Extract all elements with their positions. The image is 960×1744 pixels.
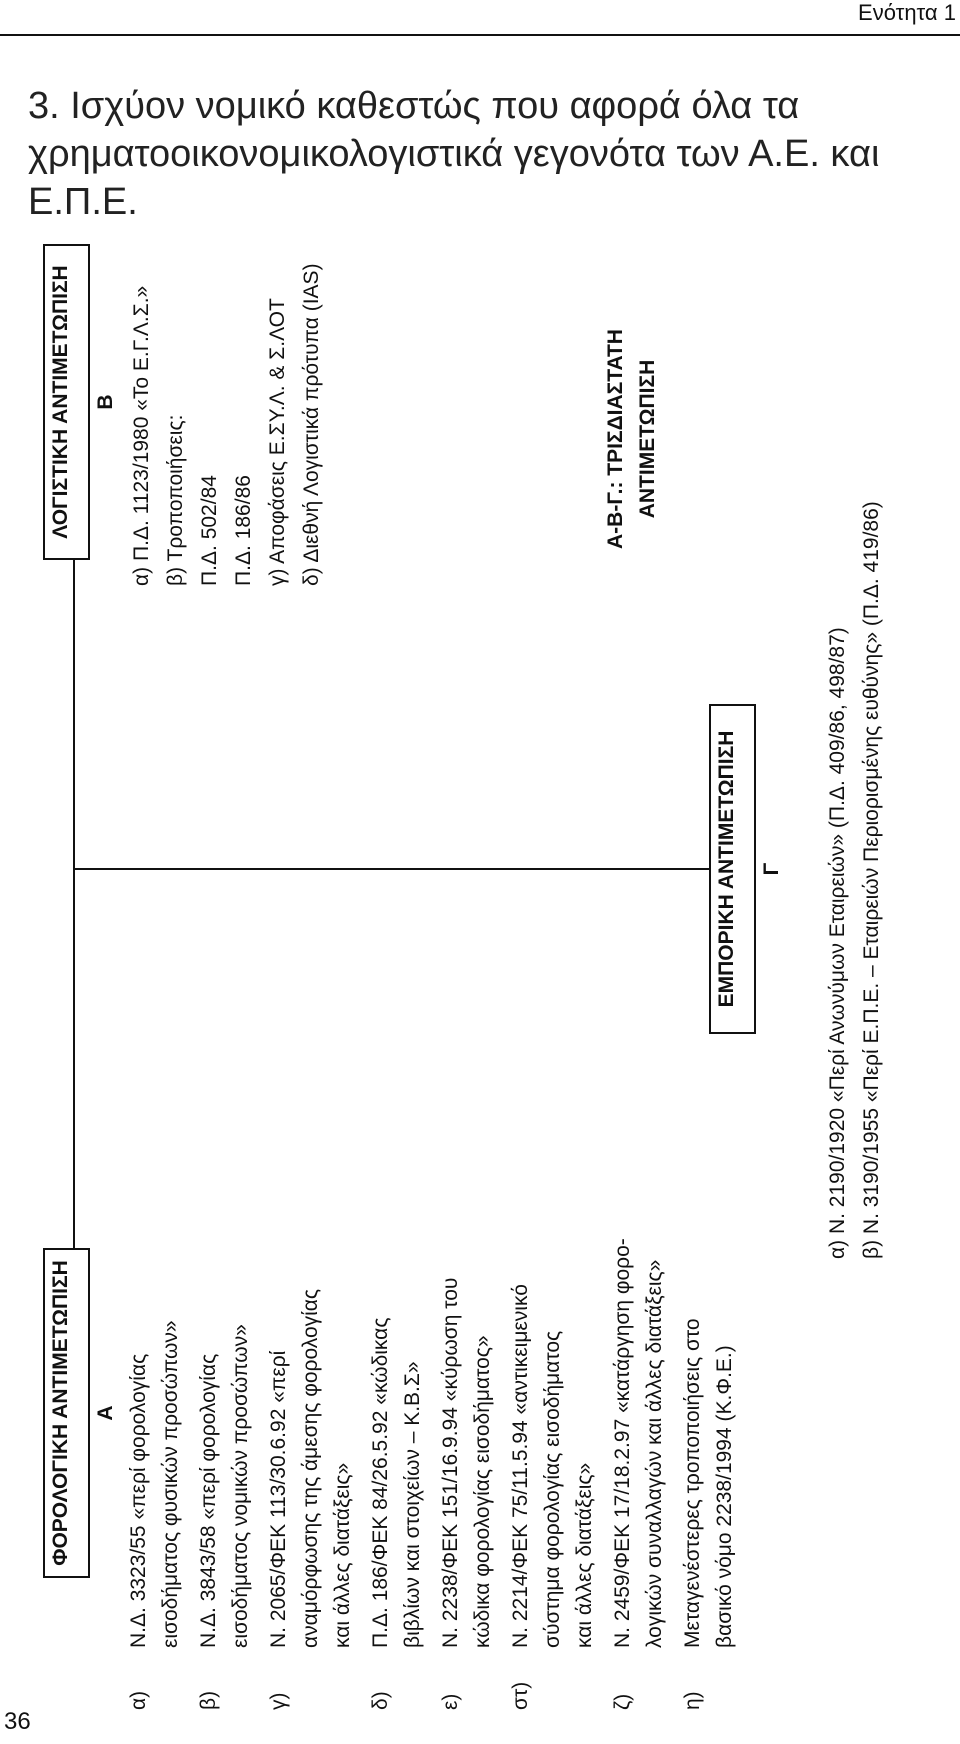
box-fiscal-title: ΦΟΡΟΛΟΓΙΚΗ ΑΝΤΙΜΕΤΩΠΙΣΗ [49,1260,72,1566]
connector-c [73,868,709,870]
box-fiscal-letter: Α [94,1405,117,1421]
box-accounting-title: ΛΟΓΙΣΤΙΚΗ ΑΝΤΙΜΕΤΩΠΙΣΗ [49,265,72,539]
box-commercial-title: ΕΜΠΟΡΙΚΗ ΑΝΤΙΜΕΤΩΠΙΣΗ [715,730,738,1008]
accounting-item: β) Τροποποιήσεις: [164,414,187,586]
commercial-item: α) Ν. 2190/1920 «Περί Ανωνύμων Εταιρειών» (Π.Δ. 409/86, 498/87) [826,627,849,1259]
unit-label: Ενότητα 1 [858,0,956,25]
list-item: στ) Ν. 2214/ΦΕΚ 75/11.5.94 «αντικειμενικό σύστημα φορολογίας εισοδήματος και άλλες διατάξεις» [509,1284,596,1710]
list-item: α) Ν.Δ. 3323/55 «περί φορολογίας εισοδήματος φυσικών προσώπων» [127,1320,182,1710]
box-commercial-letter: Γ [760,862,783,876]
list-item: ε) Ν. 2238/ΦΕΚ 151/16.9.94 «κύρωση του κώδικα φορολογίας εισοδήματος» [439,1277,494,1710]
three-dimensional-note: Α-Β-Γ.: ΤΡΙΣΔΙΑΣΤΑΤΗ ΑΝΤΙΜΕΤΩΠΙΣΗ [604,329,659,549]
list-item: δ) Π.Δ. 186/ΦΕΚ 84/26.5.92 «κώδικας βιβλίων και στοιχείων – Κ.Β.Σ» [369,1317,424,1710]
list-item: γ) Ν. 2065/ΦΕΚ 113/30.6.92 «περί αναμόρφωσης της άμεσης φορολογίας και άλλες διατάξεις» [267,1288,354,1710]
header-rule [0,34,960,36]
box-commercial [709,704,756,1034]
accounting-item: γ) Αποφάσεις Ε.ΣΥ.Λ. & Σ.ΛΟΤ [266,298,289,586]
accounting-item: δ) Διεθνή Λογιστικά πρότυπα (IAS) [300,263,323,586]
fiscal-law-list [123,1190,747,1710]
accounting-item: α) Π.Δ. 1123/1980 «Το Ε.Γ.Λ.Σ.» [130,285,153,586]
list-item: β) Ν.Δ. 3843/58 «περί φορολογίας εισοδήματος νομικών προσώπων» [197,1324,252,1710]
commercial-item: β) Ν. 3190/1955 «Περί Ε.Π.Ε. – Εταιρειών Περιορισμένης ευθύνης» (Π.Δ. 419/86) [860,501,883,1259]
box-accounting-letter: Β [94,394,117,410]
accounting-item: Π.Δ. 186/86 [232,475,255,586]
list-item: η) Μεταγενέστερες τροποποιήσεις στο βασικό νόμο 2238/1994 (Κ.Φ.Ε.) [681,1318,736,1710]
box-fiscal [43,1248,90,1578]
accounting-item: Π.Δ. 502/84 [198,475,221,586]
legal-framework-diagram [0,254,900,1734]
box-accounting [43,244,90,560]
page-number: 36 [4,1708,31,1735]
list-item: ζ) Ν. 2459/ΦΕΚ 17/18.2.97 «κατάργηση φορο- λογικών συναλλαγών και άλλες διατάξεις» [611,1238,666,1710]
section-title: 3. Ισχύον νομικό καθεστώς που αφορά όλα τα χρηματοοικονομικολογιστικά γεγονότα των Α.Ε. και Ε.Π.Ε. [28,85,880,223]
